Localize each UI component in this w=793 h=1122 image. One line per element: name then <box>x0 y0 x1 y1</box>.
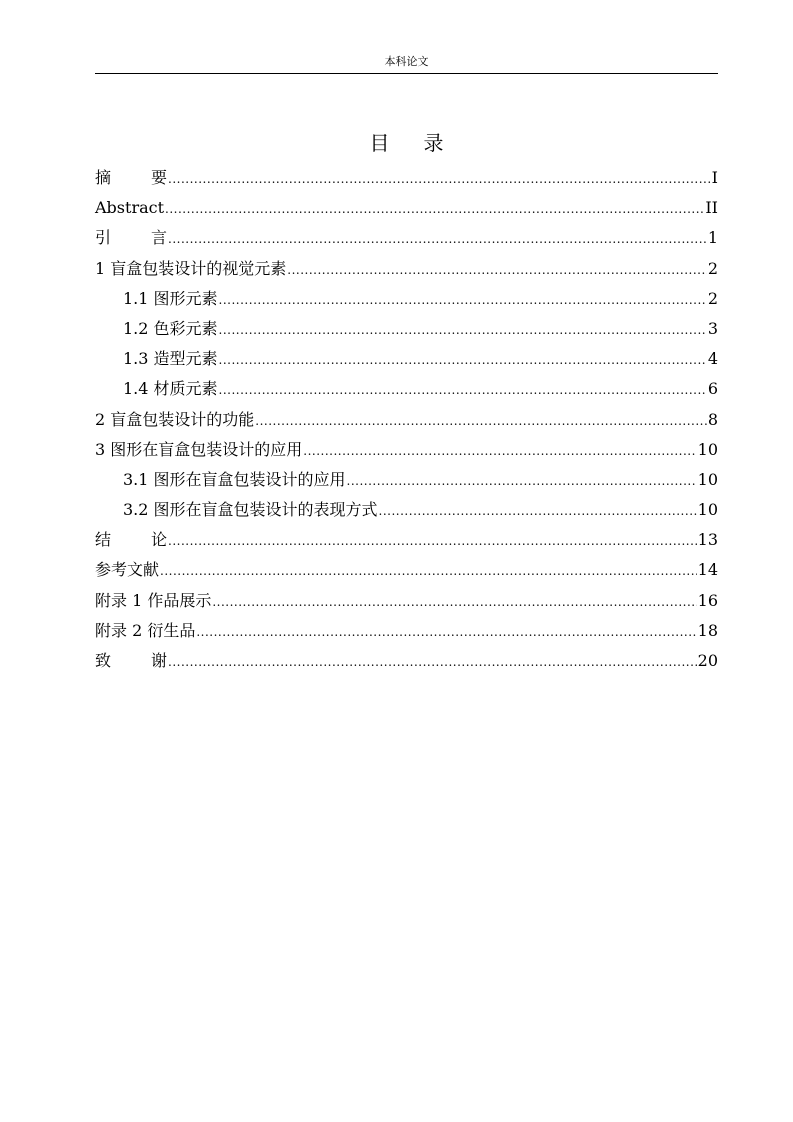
toc-entry-label: 附录 2 衍生品 <box>95 620 196 640</box>
toc-leader-dots <box>168 224 707 254</box>
toc-entry-label: 3 图形在盲盒包装设计的应用 <box>95 439 303 459</box>
toc-entry-label: 3.2 图形在盲盒包装设计的表现方式 <box>123 500 378 520</box>
toc-entry-label: 致 谢 <box>95 651 168 670</box>
toc-entry-page: 1 <box>707 228 718 248</box>
toc-leader-dots <box>165 194 704 224</box>
toc-entry-introduction[interactable] <box>95 223 718 253</box>
toc-entry-label: 引 言 <box>95 228 168 248</box>
toc-entry-page: 13 <box>697 530 718 550</box>
toc-leader-dots <box>196 617 696 647</box>
toc-leader-dots <box>255 406 707 436</box>
toc-entry-label: 附录 1 作品展示 <box>95 590 212 610</box>
toc-leader-dots <box>168 526 697 556</box>
toc-entry-page: 10 <box>697 469 718 489</box>
toc-leader-dots <box>287 255 707 285</box>
toc-leader-dots <box>219 285 707 315</box>
toc-entry-references[interactable] <box>95 555 718 585</box>
toc-leader-dots <box>219 345 707 375</box>
toc-entry-section-1-4[interactable] <box>95 374 718 404</box>
toc-entry-label: 1.2 色彩元素 <box>123 318 218 338</box>
toc-leader-dots <box>168 647 697 677</box>
toc-entry-conclusion[interactable] <box>95 525 718 555</box>
toc-entry-page: 2 <box>707 258 718 278</box>
toc-entry-page: 3 <box>707 318 718 338</box>
toc-leader-dots <box>160 556 697 586</box>
toc-title-char-1: 目 <box>369 131 390 155</box>
toc-entry-page: 18 <box>697 620 718 640</box>
toc-entry-abstract-cn[interactable] <box>95 163 718 193</box>
toc-entry-page: 10 <box>697 439 718 459</box>
toc-entry-page: 16 <box>697 590 718 610</box>
toc-entry-page: 10 <box>697 500 718 520</box>
toc-leader-dots <box>303 436 696 466</box>
toc-entry-label: 参考文献 <box>95 560 160 580</box>
toc-entry-label: 摘 要 <box>95 168 168 187</box>
toc-leader-dots <box>347 466 697 496</box>
toc-entry-appendix-1[interactable] <box>95 586 718 616</box>
toc-entry-page: 20 <box>697 651 718 670</box>
toc-entry-label: 结 论 <box>95 530 168 550</box>
toc-entry-section-1-2[interactable] <box>95 314 718 344</box>
header-rule <box>95 73 718 74</box>
toc-leader-dots <box>379 496 697 526</box>
toc-leader-dots <box>212 587 696 617</box>
toc-entry-section-3-1[interactable] <box>95 465 718 495</box>
toc-entry-chapter-2[interactable] <box>95 405 718 435</box>
toc-entry-appendix-2[interactable] <box>95 616 718 646</box>
toc-entry-label: Abstract <box>95 198 165 218</box>
toc-entry-label: 1 盲盒包装设计的视觉元素 <box>95 258 287 278</box>
toc-entry-page: II <box>705 198 718 218</box>
toc-leader-dots <box>219 375 707 405</box>
toc-entry-page: 2 <box>707 288 718 308</box>
toc-entry-label: 2 盲盒包装设计的功能 <box>95 409 255 429</box>
toc-entry-page: 4 <box>707 349 718 369</box>
toc-entry-abstract-en[interactable] <box>95 193 718 223</box>
toc-entry-page: 14 <box>697 560 718 580</box>
toc-title-char-2: 录 <box>423 131 444 155</box>
toc-leader-dots <box>219 315 707 345</box>
toc-entry-page: 8 <box>707 409 718 429</box>
toc-entry-label: 1.1 图形元素 <box>123 288 218 308</box>
toc-entry-page: 6 <box>707 379 718 399</box>
toc-entry-label: 1.3 造型元素 <box>123 349 218 369</box>
toc-entry-section-1-1[interactable] <box>95 284 718 314</box>
toc-entry-label: 1.4 材质元素 <box>123 379 218 399</box>
running-header: 本科论文 <box>384 55 429 68</box>
toc-entry-acknowledgements[interactable] <box>95 646 718 676</box>
toc-entry-chapter-3[interactable] <box>95 435 718 465</box>
toc-entry-chapter-1[interactable] <box>95 254 718 284</box>
toc-entry-label: 3.1 图形在盲盒包装设计的应用 <box>123 469 346 489</box>
toc-leader-dots <box>168 164 711 194</box>
table-of-contents <box>95 163 718 676</box>
toc-title <box>95 130 718 156</box>
toc-entry-section-1-3[interactable] <box>95 344 718 374</box>
toc-entry-section-3-2[interactable] <box>95 495 718 525</box>
toc-entry-page: I <box>711 168 718 187</box>
